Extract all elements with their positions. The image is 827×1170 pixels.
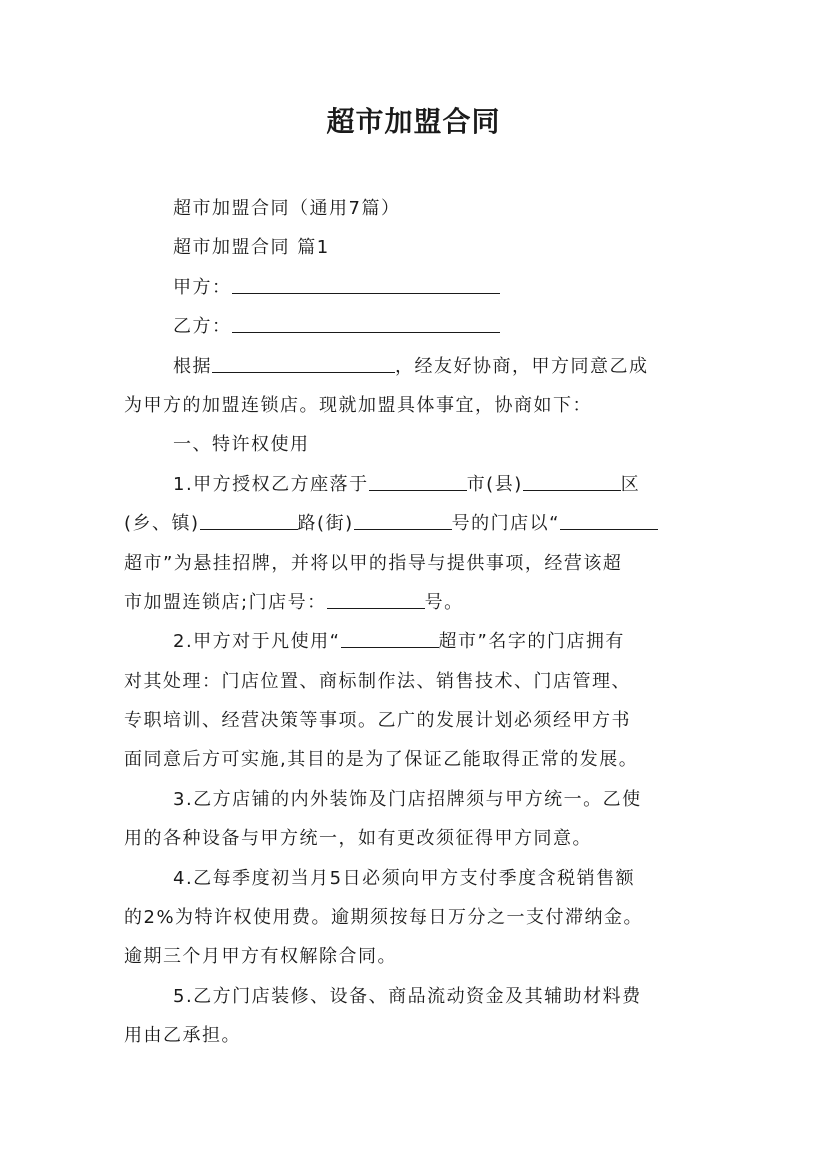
party-b-line xyxy=(124,307,709,346)
clause-2-line-2: 对其处理：门店位置、商标制作法、销售技术、门店管理、 xyxy=(124,670,631,692)
clause-4-line-1: 4.乙每季度初当月5日必须向甲方支付季度含税销售额 xyxy=(173,867,636,889)
clause-1-text-a: 1.甲方授权乙方座落于 xyxy=(173,473,369,495)
road-blank xyxy=(354,511,452,530)
clause-3-line-1: 3.乙方店铺的内外装饰及门店招牌须与甲方统一。乙使 xyxy=(173,788,642,810)
clause-1-line-3: 超市”为悬挂招牌，并将以甲的指导与提供事项，经营该超 xyxy=(124,552,623,574)
heading-franchise-use: 一、特许权使用 xyxy=(173,434,310,456)
clause-1-text-e: 路(街) xyxy=(297,513,354,535)
intro-prefix: 根据 xyxy=(173,355,212,377)
clause-2-line-1 xyxy=(124,622,709,661)
clause-1-text-c: 区 xyxy=(620,473,641,495)
document-body xyxy=(124,189,709,1056)
clause-2-text-b: 超市”名字的门店拥有 xyxy=(438,631,625,653)
supermarket-name-blank xyxy=(341,629,439,648)
district-blank xyxy=(523,472,621,491)
clause-1-text-d: (乡、镇) xyxy=(124,513,200,535)
clause-1-text-h: 号。 xyxy=(424,591,464,613)
clause-1-text-b: 市(县) xyxy=(466,473,523,495)
clause-4-line-2: 的2%为特许权使用费。逾期须按每日万分之一支付滞纳金。 xyxy=(124,907,644,929)
clause-1-line-2 xyxy=(124,504,709,543)
clause-1-text-f: 号的门店以“ xyxy=(451,513,560,535)
township-blank xyxy=(200,511,298,530)
clause-1-line-1 xyxy=(124,465,709,504)
intro-line-2: 为甲方的加盟连锁店。现就加盟具体事宜，协商如下： xyxy=(124,394,592,416)
section-heading: 超市加盟合同 篇1 xyxy=(173,237,330,259)
clause-1-line-4 xyxy=(124,583,709,622)
party-a-blank xyxy=(232,275,500,294)
intro-line-1 xyxy=(124,347,709,386)
party-a-label: 甲方： xyxy=(173,276,232,298)
clause-1-text-g: 市加盟连锁店;门店号： xyxy=(124,591,327,613)
store-number-blank xyxy=(327,590,425,609)
clause-2-line-4: 面同意后方可实施,其目的是为了保证乙能取得正常的发展。 xyxy=(124,749,639,771)
clause-2-line-3: 专职培训、经营决策等事项。乙广的发展计划必须经甲方书 xyxy=(124,710,631,732)
party-b-label: 乙方： xyxy=(173,316,232,338)
clause-4-line-3: 逾期三个月甲方有权解除合同。 xyxy=(124,946,397,968)
document-title: 超市加盟合同 xyxy=(326,105,501,138)
party-a-line xyxy=(124,268,709,307)
intro-suffix: ，经友好协商，甲方同意乙成 xyxy=(395,355,649,377)
clause-3-line-2: 用的各种设备与甲方统一，如有更改须征得甲方同意。 xyxy=(124,828,592,850)
document-subtitle: 超市加盟合同（通用7篇） xyxy=(173,198,401,219)
party-b-blank xyxy=(232,314,500,333)
clause-5-line-1: 5.乙方门店装修、设备、商品流动资金及其辅助材料费 xyxy=(173,985,642,1007)
clause-2-text-a: 2.甲方对于凡使用“ xyxy=(173,631,341,653)
basis-blank xyxy=(212,354,395,373)
city-blank xyxy=(369,472,467,491)
store-name-blank xyxy=(560,511,658,530)
clause-5-line-2: 用由乙承担。 xyxy=(124,1025,241,1047)
